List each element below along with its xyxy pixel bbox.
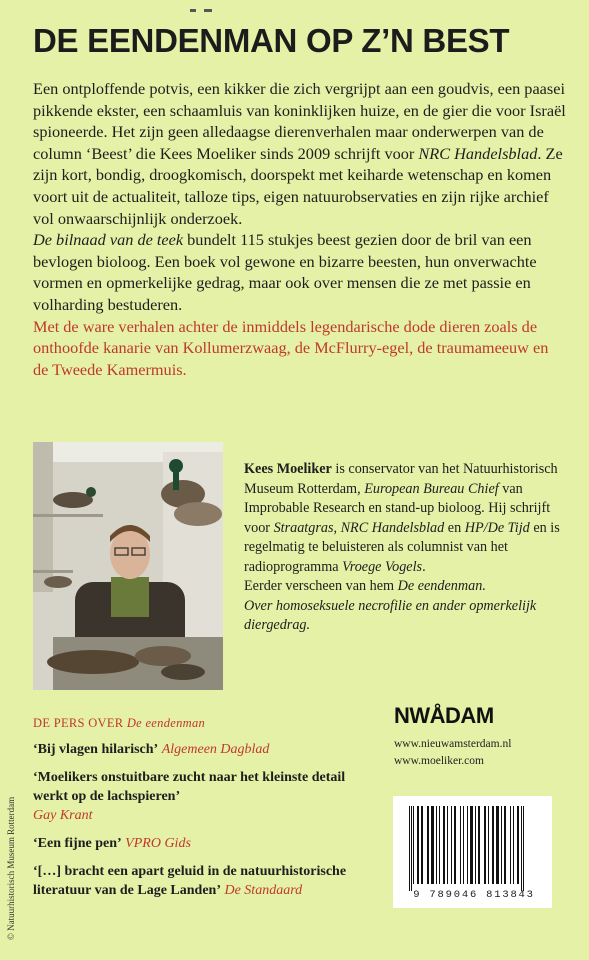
author-photo: [33, 442, 223, 690]
publisher-url[interactable]: www.nieuwamsterdam.nl: [394, 738, 512, 750]
press-header: DE PERS OVER De eendenman: [33, 716, 206, 730]
press-quote: ‘Een fijne pen’ VPRO Gids: [33, 836, 191, 851]
author-bio: [244, 460, 569, 636]
isbn-number: 9 789046 813843: [413, 889, 535, 901]
bio-paragraph: Kees Moeliker is conservator van het Natuurhistorisch Museum Rotterdam, European Bureau Chief van Improbable Research en stand-up bioloog. Hij schrijft voor Straatgras, NRC Handelsblad en HP/De Tijd en is regelmatig te beluisteren als columnist van het radioprogramma Vroege Vogels.: [244, 461, 560, 575]
top-edge-mark: [190, 0, 224, 4]
blurb-paragraph-1: Een ontploffende potvis, een kikker die zich vergrijpt aan een goudvis, een paasei pikkende ekster, een schaamluis van koninklijken huize, en de gier die voor Israël spioneerde. Het zijn geen alledaagse dierenverhalen maar onderwerpen van de column ‘Beest’ die Kees Moeliker sinds 2009 schrijft voor NRC Handelsblad. Ze zijn kort, bondig, droogkomisch, doorspekt met keiharde wetenschap en komen voort uit de actualiteit, talloze tips, eigen natuurobservaties en zijn rijke archief vol onwaarschijnlijk onderzoek.: [33, 79, 566, 228]
blurb-highlight: Met de ware verhalen achter de inmiddels legendarische dode dieren zoals de onthoofde kanarie van Kollumerzwaag, de McFlurry-egel, de traumameeuw en de Tweede Kamermuis.: [33, 316, 549, 379]
author-url[interactable]: www.moeliker.com: [394, 755, 484, 767]
website-links: [394, 736, 574, 770]
press-quote: ‘Bij vlagen hilarisch’ Algemeen Dagblad: [33, 742, 270, 757]
barcode-bars: [407, 806, 545, 891]
blurb: [33, 78, 567, 380]
blurb-paragraph-2: De bilnaad van de teek bundelt 115 stukjes beest gezien door de bril van een bevlogen bioloog. Een boek vol gewone en bizarre beesten, hun onverwachte vormen en opmerkelijke gedrag, maar ook over mensen die ze met passie en volharding bestuderen.: [33, 230, 537, 314]
page-title: DE EENDENMAN OP Z’N BEST: [33, 22, 510, 59]
press-quotes: [33, 714, 363, 909]
press-quote: ‘Moelikers onstuitbare zucht naar het kleinste detail werkt op de lachspieren’ Gay Krant: [33, 770, 346, 823]
isbn-barcode: [393, 796, 552, 908]
press-quote: ‘[…] bracht een apart geluid in de natuurhistorische literatuur van de Lage Landen’ De Standaard: [33, 864, 347, 898]
photo-credit: © Natuurhistorisch Museum Rotterdam: [6, 796, 16, 940]
bio-earlier-work: Eerder verscheen van hem De eendenman. Over homoseksuele necrofilie en ander opmerkelijk diergedrag.: [244, 578, 537, 633]
publisher-logo: NWÅDAM: [394, 703, 494, 728]
